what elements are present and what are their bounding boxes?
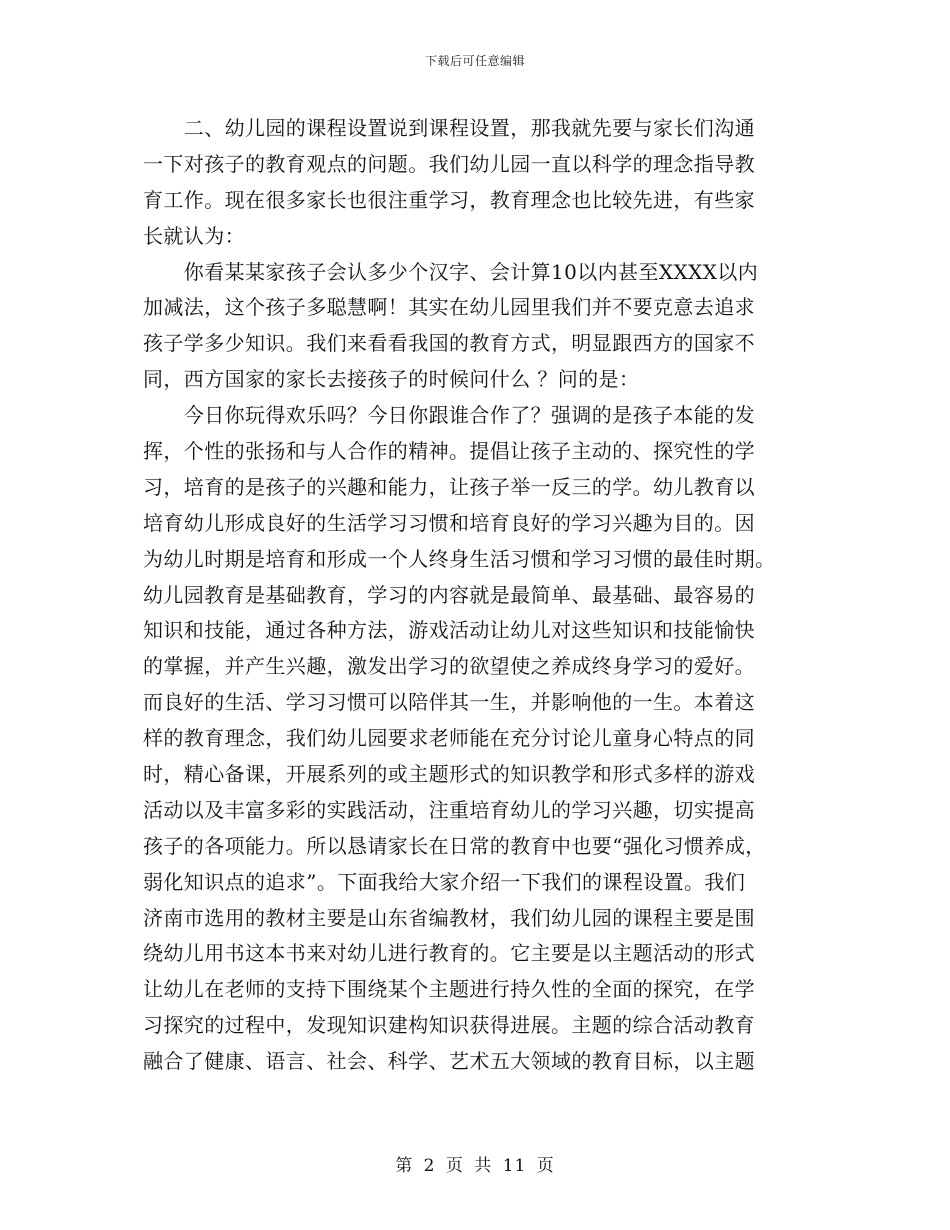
- text-line: 时，精心备课，开展系列的或主题形式的知识教学和形式多样的游戏: [143, 762, 755, 787]
- text-line: 今日你玩得欢乐吗？今日你跟谁合作了？强调的是孩子本能的发: [143, 403, 755, 428]
- text-line: 孩子的各项能力。所以恳请家长在日常的教育中也要“强化习惯养成，: [143, 833, 766, 858]
- text-line: 幼儿园教育是基础教育，学习的内容就是最简单、最基础、最容易的: [143, 582, 755, 607]
- text-line: 习探究的过程中，发现知识建构知识获得进展。主题的综合活动教育: [143, 1013, 755, 1038]
- text-line: 济南市选用的教材主要是山东省编教材，我们幼儿园的课程主要是围: [143, 905, 755, 930]
- document-body: [143, 111, 811, 1080]
- text-line: 样的教育理念，我们幼儿园要求老师能在充分讨论儿童身心特点的同: [143, 726, 755, 751]
- text-line: 的掌握，并产生兴趣，激发出学习的欲望使之养成终身学习的爱好。: [143, 654, 755, 679]
- text-line: 绕幼儿用书这本书来对幼儿进行教育的。它主要是以主题活动的形式: [143, 941, 755, 966]
- text-line: 孩子学多少知识。我们来看看我国的教育方式，明显跟西方的国家不: [143, 331, 755, 356]
- text-line: 融合了健康、语言、社会、科学、艺术五大领域的教育目标，以主题: [143, 1049, 755, 1074]
- text-line: 育工作。现在很多家长也很注重学习，教育理念也比较先进，有些家: [143, 187, 755, 212]
- text-line: 长就认为：: [143, 223, 245, 248]
- text-line: 为幼儿时期是培育和形成一个人终身生活习惯和学习习惯的最佳时期。: [143, 546, 776, 571]
- page-header: 下载后可任意编辑: [424, 54, 525, 68]
- text-line: 同，西方国家的家长去接孩子的时候问什么 ？问的是：: [143, 367, 640, 392]
- text-line: 加减法，这个孩子多聪慧啊！其实在幼儿园里我们并不要克意去追求: [143, 295, 755, 320]
- text-line: 习，培育的是孩子的兴趣和能力，让孩子举一反三的学。幼儿教育以: [143, 474, 755, 499]
- text-line: 挥，个性的张扬和与人合作的精神。提倡让孩子主动的、探究性的学: [143, 439, 755, 464]
- text-line: 培育幼儿形成良好的生活学习习惯和培育良好的学习兴趣为目的。因: [143, 510, 755, 535]
- text-line: 一下对孩子的教育观点的问题。我们幼儿园一直以科学的理念指导教: [143, 151, 755, 176]
- text-line: 二、幼儿园的课程设置说到课程设置，那我就先要与家长们沟通: [143, 116, 755, 140]
- text-line: 知识和技能，通过各种方法，游戏活动让幼儿对这些知识和技能愉快: [143, 618, 755, 643]
- text-line: 活动以及丰富多彩的实践活动，注重培育幼儿的学习兴趣，切实提高: [143, 797, 755, 822]
- text-line: 让幼儿在老师的支持下围绕某个主题进行持久性的全面的探究，在学: [143, 977, 755, 1002]
- text-line: 弱化知识点的追求”。下面我给大家介绍一下我们的课程设置。我们: [143, 869, 746, 894]
- text-line: 而良好的生活、学习习惯可以陪伴其一生，并影响他的一生。本着这: [143, 690, 755, 715]
- text-line: 你看某某家孩子会认多少个汉字、会计算10以内甚至XXXX以内: [143, 259, 759, 284]
- page-number-footer: 第 2 页 共 11 页: [395, 1156, 555, 1176]
